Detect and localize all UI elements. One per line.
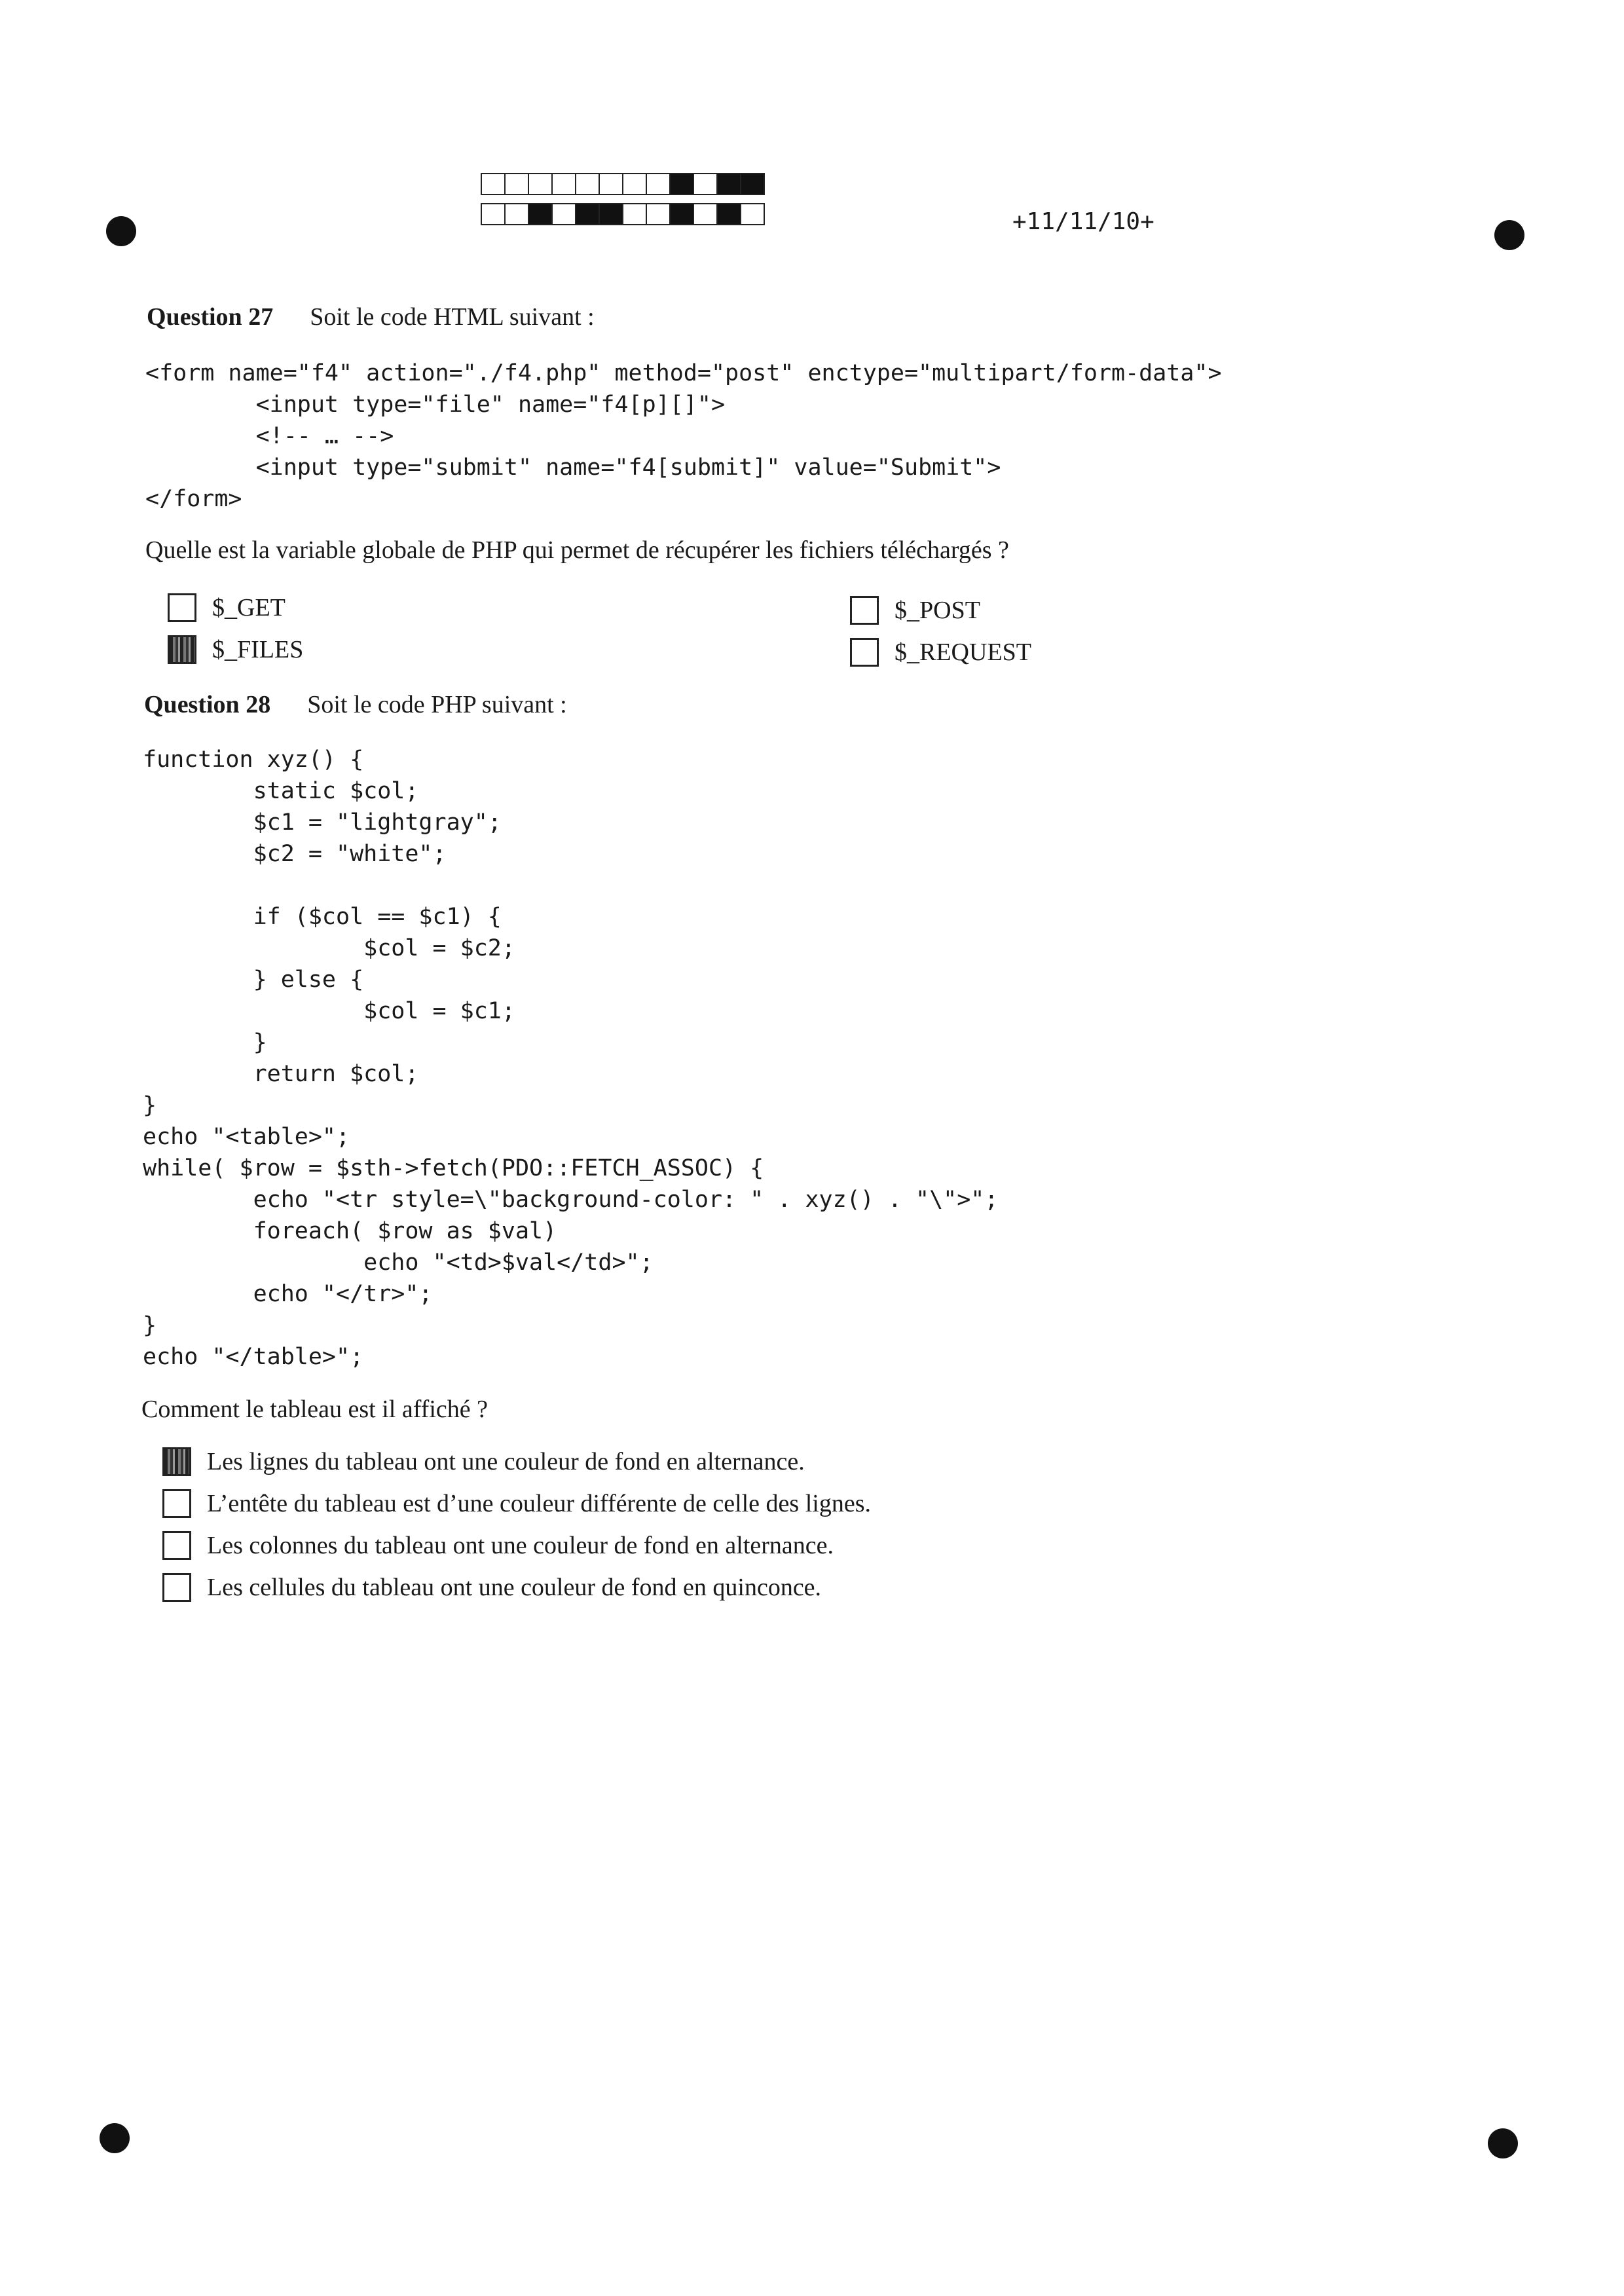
- q28-choice-columns[interactable]: [162, 1531, 834, 1560]
- q27-choice-request-label: $_REQUEST: [895, 639, 1031, 666]
- barcode-cell: [646, 173, 671, 195]
- question-27-stem: Quelle est la variable globale de PHP qui permet de récupérer les fichiers téléchargés ?: [145, 536, 1009, 564]
- barcode-cell: [551, 203, 576, 225]
- q28-choice-cells[interactable]: [162, 1573, 821, 1602]
- q27-checkbox-post[interactable]: [850, 596, 879, 625]
- barcode-cell: [575, 203, 600, 225]
- question-28-code: function xyz() { static $col; $c1 = "lightgray"; $c2 = "white"; if ($col == $c1) { $col = $c2; } else { $col = $c1; } return $col; } echo "<table>"; while( $row = $sth->fetch(PDO::FETCH_ASSOC) { echo "<tr style=\"background-color: " . xyz() . "\">"; foreach( $row as $val) echo "<td>$val</td>"; echo "</tr>"; } echo "</table>";: [143, 747, 999, 1370]
- q28-choice-rows-label: Les lignes du tableau ont une couleur de fond en alternance.: [207, 1448, 805, 1475]
- barcode-cell: [504, 173, 529, 195]
- barcode-cell: [693, 203, 718, 225]
- barcode-cell: [528, 173, 553, 195]
- barcode-cell: [740, 203, 765, 225]
- q28-choice-header[interactable]: [162, 1489, 871, 1518]
- q27-checkbox-files[interactable]: [168, 635, 196, 664]
- barcode-cell: [504, 203, 529, 225]
- registration-mark-top-right: [1494, 220, 1524, 250]
- q28-choice-cells-label: Les cellules du tableau ont une couleur de fond en quinconce.: [207, 1574, 822, 1601]
- registration-mark-bottom-left: [100, 2123, 130, 2153]
- q27-choice-files-label: $_FILES: [212, 636, 304, 663]
- q27-choice-post-label: $_POST: [895, 597, 980, 624]
- q27-choice-request[interactable]: [850, 638, 1031, 667]
- question-28-label: Question 28: [144, 691, 271, 718]
- q27-checkbox-get[interactable]: [168, 593, 196, 622]
- barcode-cell: [716, 173, 741, 195]
- barcode-cell: [646, 203, 671, 225]
- q28-choice-rows[interactable]: [162, 1447, 805, 1476]
- barcode-cell: [622, 203, 647, 225]
- question-28-stem: Comment le tableau est il affiché ?: [141, 1396, 488, 1423]
- barcode-bottom: [482, 203, 765, 227]
- q28-checkbox-columns[interactable]: [162, 1531, 191, 1560]
- question-28-heading: [144, 690, 567, 719]
- barcode-cell: [481, 173, 506, 195]
- q28-choice-columns-label: Les colonnes du tableau ont une couleur de fond en alternance.: [207, 1532, 834, 1559]
- question-27-label: Question 27: [147, 303, 274, 331]
- barcode-cell: [528, 203, 553, 225]
- q27-checkbox-request[interactable]: [850, 638, 879, 667]
- question-28-intro: Soit le code PHP suivant :: [307, 691, 567, 718]
- q27-choice-files[interactable]: [168, 635, 303, 664]
- question-27-intro: Soit le code HTML suivant :: [310, 303, 595, 331]
- barcode-cell: [622, 173, 647, 195]
- q27-choice-get[interactable]: [168, 593, 286, 622]
- question-27-code: <form name="f4" action="./f4.php" method="post" enctype="multipart/form-data"> <input type="file" name="f4[p][]"> <!-- … --> <input type="submit" name="f4[submit]" value="Submit"> </form>: [145, 360, 1222, 512]
- question-27-heading: [147, 303, 595, 331]
- q27-choice-get-label: $_GET: [212, 594, 286, 621]
- barcode-cell: [599, 203, 623, 225]
- registration-mark-top-left: [106, 216, 136, 246]
- q28-checkbox-rows[interactable]: [162, 1447, 191, 1476]
- barcode-cell: [599, 173, 623, 195]
- q28-choice-header-label: L’entête du tableau est d’une couleur différente de celle des lignes.: [207, 1490, 871, 1517]
- q27-choice-post[interactable]: [850, 596, 980, 625]
- q28-checkbox-header[interactable]: [162, 1489, 191, 1518]
- barcode-cell: [740, 173, 765, 195]
- barcode-cell: [481, 203, 506, 225]
- barcode-cell: [575, 173, 600, 195]
- q28-checkbox-cells[interactable]: [162, 1573, 191, 1602]
- barcode-cell: [669, 173, 694, 195]
- barcode-cell: [716, 203, 741, 225]
- barcode-cell: [693, 173, 718, 195]
- barcode-cell: [669, 203, 694, 225]
- registration-mark-bottom-right: [1488, 2128, 1518, 2158]
- page-code: +11/11/10+: [1012, 208, 1154, 235]
- barcode-cell: [551, 173, 576, 195]
- barcode-top: [482, 173, 765, 196]
